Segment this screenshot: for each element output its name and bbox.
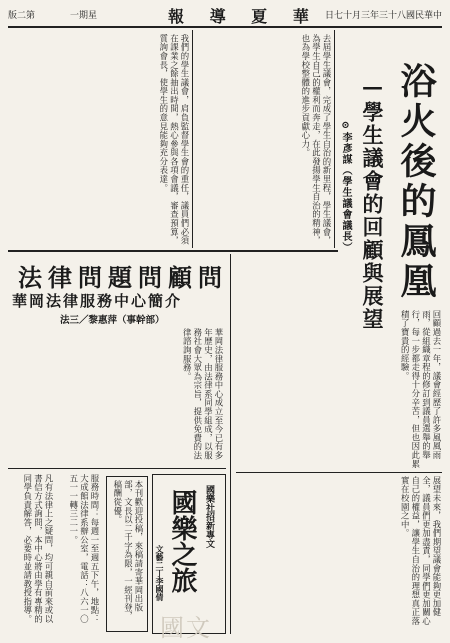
section-divider bbox=[236, 472, 442, 473]
main-article-author: ⊙李彥謀（學生議會議長） bbox=[340, 120, 351, 253]
notice-text: 本刊歡迎投稿，來稿請寄華岡出版部，文長以二千字為限，一經刊登，稿酬從優。 bbox=[112, 480, 144, 621]
issue-date: 日七十月三年三十八國民華中 bbox=[324, 11, 442, 21]
notice-box bbox=[106, 476, 148, 632]
main-article-subtitle: —學生議會的回顧與展望 bbox=[360, 74, 385, 331]
law-article-author: 法三／黎惠萍（事幹部） bbox=[60, 315, 165, 326]
music-ad-tagline: 國樂社招新專文 bbox=[204, 485, 214, 548]
main-article-title: 浴火後的鳳凰 bbox=[395, 62, 437, 302]
paper-name: 報 導 夏 華 bbox=[168, 7, 319, 26]
main-article-column: 回顧過去一年，議會經歷了許多風風雨雨，從組織章程的修訂到議員選舉的舉行，每一步都走得十分辛苦，但也因此累積了寶貴的經驗。 bbox=[400, 310, 442, 469]
section-divider bbox=[8, 468, 226, 469]
law-article-column: 服務時間：每週一至週五下午，地點：大成館法律系辦公室，電話：八六一〇五一一轉三二一。 bbox=[68, 474, 100, 624]
law-article-title: 法律問題問顧問 bbox=[18, 263, 228, 292]
column-divider bbox=[230, 254, 231, 634]
issue-label: 一期星 bbox=[70, 11, 98, 21]
main-article-column: 展望未來，我們期望議會能夠更加健全，議員們更加盡責，同學們更加關心自己的權益，讓學生自治的理想真正落實在校園之中。 bbox=[400, 476, 442, 626]
masthead bbox=[8, 4, 442, 28]
main-article-column: 去屆學生議會，完成了學生自治的新里程，學生議會，為學生自己的權利而奔走，在此發揚學生自治的精神，也為學校整體的進步貢獻心力。 bbox=[300, 34, 332, 245]
column-divider bbox=[334, 30, 335, 248]
law-article-subtitle: 華岡法律服務中心簡介 bbox=[12, 292, 183, 310]
law-article-column: 凡有法律上之疑問，均可親自前來或以書信方式詢問，本中心將由學有專精的同學負責解答，必要時並請教授指導。 bbox=[22, 474, 54, 624]
page-label: 版二第 bbox=[8, 11, 36, 21]
column-divider bbox=[192, 30, 193, 248]
section-divider bbox=[8, 250, 338, 252]
law-article-column: 華岡法律服務中心成立至今已有多年歷史，由法律系同學組成，以服務社會大眾為宗旨，提供免費的法律諮詢服務。 bbox=[182, 328, 224, 460]
library-stamp-watermark: 國文 bbox=[160, 614, 212, 642]
music-ad-title: 國樂之旅 bbox=[167, 489, 197, 593]
music-ad-author: 文藝二丁李國倩 bbox=[155, 545, 165, 601]
main-article-column: 我們的學生議會，肩負監督學生會的重任，議員們必須在課業之餘抽出時間，熱心參與各項會議，審查預算，質詢會長，使學生的意見能夠充分表達。 bbox=[158, 34, 190, 245]
